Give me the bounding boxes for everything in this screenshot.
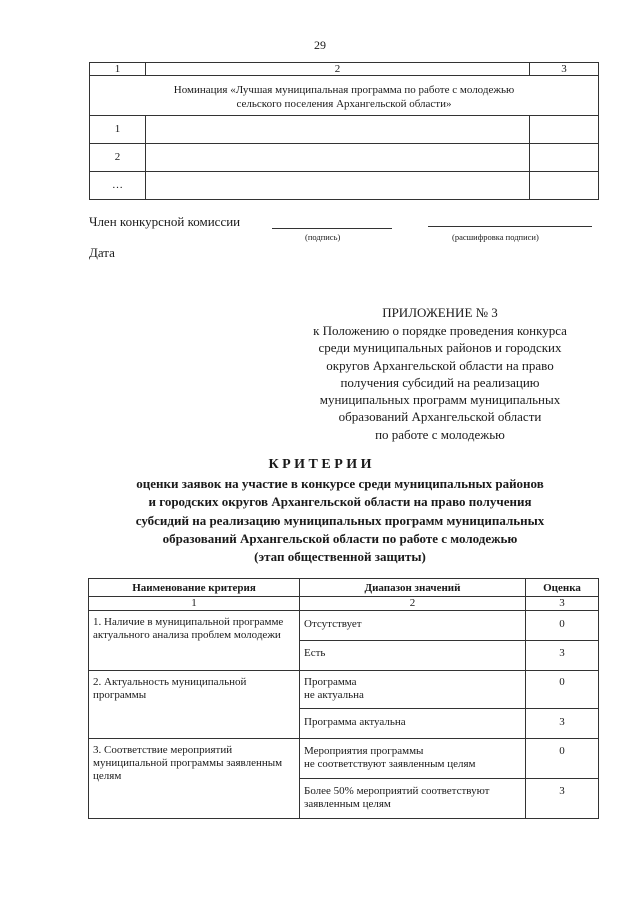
table-row	[90, 116, 599, 144]
range-value: Отсутствует	[300, 611, 526, 641]
appendix-line: образований Архангельской области	[338, 409, 542, 425]
header-score: Оценка	[526, 579, 599, 597]
score-value: 3	[526, 641, 599, 671]
criteria-line: субсидий на реализацию муниципальных программ муниципальных	[135, 512, 545, 528]
appendix-line: округов Архангельской области на право	[326, 357, 554, 373]
appendix-line: по работе с молодежью	[375, 426, 505, 442]
criteria-subtitle	[80, 475, 600, 566]
col-number-3: 3	[526, 597, 599, 611]
range-value	[300, 779, 526, 819]
table-row	[90, 144, 599, 172]
col-number-1: 1	[89, 597, 300, 611]
range-line: не соответствуют заявленным целям	[304, 758, 476, 770]
empty-cell	[146, 144, 530, 172]
range-line: не актуальна	[304, 689, 364, 701]
header-criterion: Наименование критерия	[89, 579, 300, 597]
signature-line	[272, 228, 392, 229]
criteria-line: оценки заявок на участие в конкурсе среди муниципальных районов	[136, 476, 544, 491]
signature-caption: (подпись)	[305, 232, 341, 242]
criteria-table	[88, 578, 599, 819]
criterion-name: 3. Соответствие мероприятий муниципальной программы заявленным целям	[89, 739, 300, 819]
appendix-text	[285, 322, 595, 443]
criterion-name: 1. Наличие в муниципальной программе актуального анализа проблем молодежи	[89, 611, 300, 671]
range-value	[300, 671, 526, 709]
commission-member-label: Член конкурсной комиссии	[89, 214, 241, 229]
appendix-line: среди муниципальных районов и городских	[318, 340, 562, 356]
table-row	[90, 172, 599, 200]
range-line: Мероприятия программы	[304, 745, 424, 757]
criteria-line: и городских округов Архангельской области на право получения	[148, 494, 532, 510]
range-line: заявленным целям	[304, 798, 391, 810]
row-number: …	[90, 172, 146, 200]
range-value: Есть	[300, 641, 526, 671]
score-value: 3	[526, 709, 599, 739]
nomination-title: Номинация «Лучшая муниципальная программа по работе с молодежью сельского поселения Архангельской области»	[90, 76, 599, 116]
criterion-name: 2. Актуальность муниципальной программы	[89, 671, 300, 739]
range-value: Программа актуальна	[300, 709, 526, 739]
nomination-table	[89, 62, 599, 200]
date-label: Дата	[89, 245, 115, 260]
criteria-line: (этап общественной защиты)	[254, 549, 426, 565]
col-number-1: 1	[90, 63, 146, 76]
range-value	[300, 739, 526, 779]
decoding-caption: (расшифровка подписи)	[452, 232, 539, 242]
col-number-2: 2	[146, 63, 530, 76]
appendix-title: ПРИЛОЖЕНИЕ № 3	[382, 305, 498, 320]
row-number: 2	[90, 144, 146, 172]
range-line: Более 50% мероприятий соответствуют	[304, 785, 490, 797]
empty-cell	[530, 172, 599, 200]
appendix-line: получения субсидий на реализацию	[340, 374, 540, 390]
col-number-2: 2	[300, 597, 526, 611]
appendix-line: к Положению о порядке проведения конкурса	[313, 323, 567, 338]
empty-cell	[146, 116, 530, 144]
criteria-line: образований Архангельской области по работе с молодежью	[162, 530, 518, 546]
empty-cell	[530, 144, 599, 172]
score-value: 0	[526, 671, 599, 709]
appendix-line: муниципальных программ муниципальных	[319, 392, 561, 408]
col-number-3: 3	[530, 63, 599, 76]
empty-cell	[146, 172, 530, 200]
range-line: Программа	[304, 676, 357, 688]
page-number: 29	[314, 38, 326, 52]
criteria-heading: К Р И Т Е Р И И	[268, 457, 372, 472]
empty-cell	[530, 116, 599, 144]
score-value: 3	[526, 779, 599, 819]
decoding-line	[428, 226, 592, 227]
score-value: 0	[526, 611, 599, 641]
row-number: 1	[90, 116, 146, 144]
score-value: 0	[526, 739, 599, 779]
header-range: Диапазон значений	[300, 579, 526, 597]
